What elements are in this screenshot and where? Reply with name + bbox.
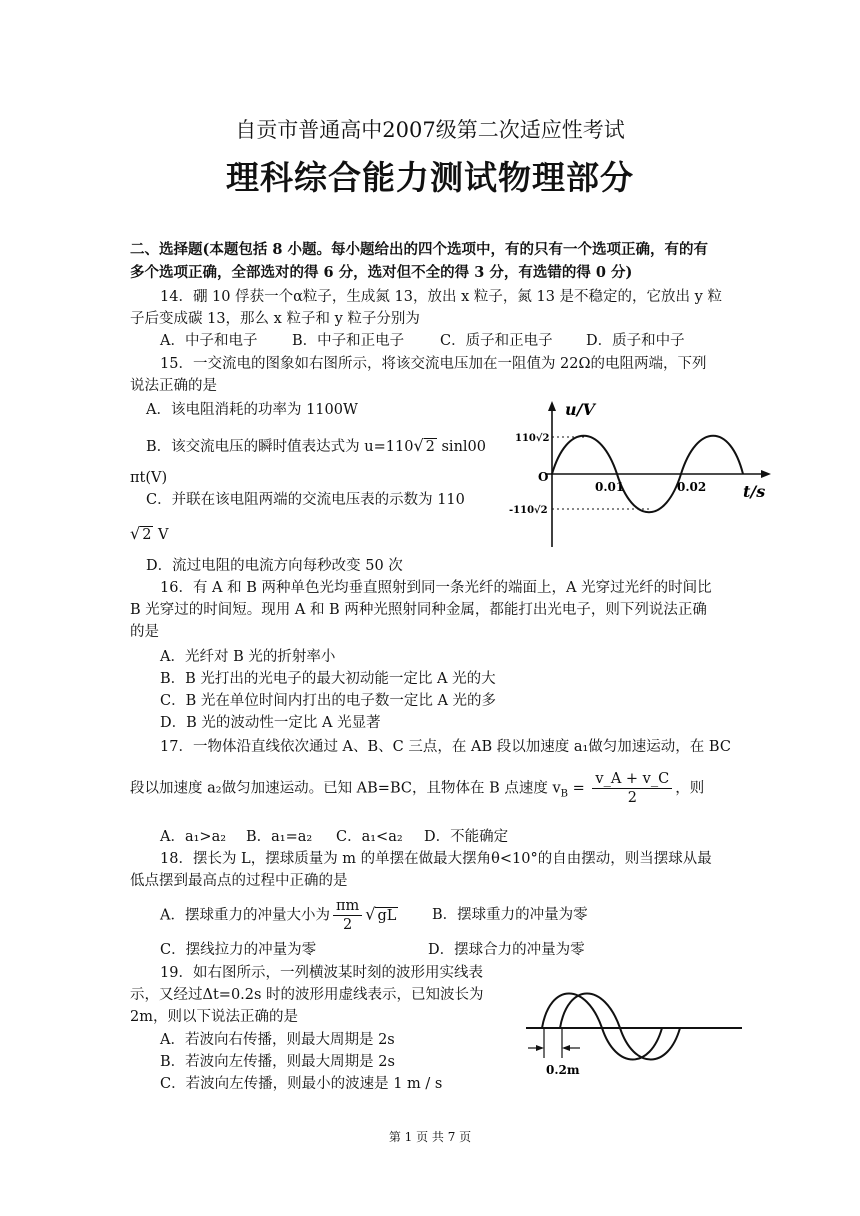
q14-option-d: D．质子和中子 [586,333,685,349]
impulse-fraction: $\frac{\pi m}{2}$ [333,897,362,934]
q19-line3: 2m，则以下说法正确的是 [130,1009,298,1025]
q14-option-a: A．中子和电子 [160,333,258,349]
q17-line1: 17．一物体沿直线依次通过 A、B、C 三点，在 AB 段以加速度 a₁做匀加速运动，在 BC [160,739,731,755]
exam-title: 自贡市普通高中2007级第二次适应性考试 [235,118,625,142]
q15-option-a: A．该电阻消耗的功率为 1100W [146,402,358,418]
q19-line1: 19．如右图所示，一列横波某时刻的波形用实线表 [160,965,483,981]
q16-option-d: D．B 光的波动性一定比 A 光显著 [160,715,381,731]
vb-fraction: $\frac{v\_A + v\_C}{2}$ [592,770,672,807]
graph-y-label: u/V [565,400,595,419]
q16-line3: 的是 [130,624,159,640]
q16-line2: B 光穿过的时间短。现用 A 和 B 两种光照射同种金属，都能打出光电子，则下列说法正确 [130,602,707,618]
q17-option-d: D．不能确定 [424,829,509,845]
q14-option-b: B．中子和正电子 [292,333,405,349]
q17-option-a: A．a₁>a₂ [160,829,227,845]
q19-wave-graph [520,990,750,1080]
q16-line1: 16．有 A 和 B 两种单色光均垂直照射到同一条光纤的端面上，A 光穿过光纤的时间比 [160,580,712,596]
q19-option-b: B．若波向左传播，则最大周期是 2s [160,1054,395,1070]
q15-sine-graph [505,395,785,550]
q15-option-d: D．流过电阻的电流方向每秒改变 50 次 [146,558,403,574]
q17-option-c: C．a₁<a₂ [336,829,403,845]
q15-option-b-cont: πt(V) [130,470,168,486]
q19-line2: 示，又经过Δt=0.2s 时的波形用虚线表示，已知波长为 [130,987,484,1003]
graph-origin: O [538,470,549,484]
q15-option-b: B．该交流电压的瞬时值表达式为 u=110√ 2 sinl00 [146,436,486,455]
graph-ytick-neg: -110√2 [509,505,548,516]
q15-line2: 说法正确的是 [130,378,217,394]
q19-option-c: C．若波向左传播，则最小的波速是 1 m / s [160,1076,443,1092]
q16-option-c: C．B 光在单位时间内打出的电子数一定比 A 光的多 [160,693,497,709]
q18-option-a: A．摆球重力的冲量大小为 $\frac{\pi m}{2}$ √ gL [160,898,397,933]
section-heading-line1: 二、选择题(本题包括 8 小题。每小题给出的四个选项中，有的只有一个选项正确，有的有 [130,241,709,258]
q17-line2: 段以加速度 a₂做匀加速运动。已知 AB=BC，且物体在 B 点速度 $v_B$ = $\frac{v\_A + v\_C}{2}$ ，则 [130,771,705,806]
q16-option-a: A．光纤对 B 光的折射率小 [160,649,336,665]
wave-label: 0.2m [546,1063,580,1077]
q18-line2: 低点摆到最高点的过程中正确的是 [130,873,348,889]
section-heading-line2: 多个选项正确，全部选对的得 6 分，选对但不全的得 3 分，有选错的得 0 分) [130,264,633,281]
q15-option-c: C．并联在该电阻两端的交流电压表的示数为 110 [146,492,465,508]
q18-option-b: B．摆球重力的冲量为零 [432,907,588,923]
q19-option-a: A．若波向右传播，则最大周期是 2s [160,1032,395,1048]
q18-line1: 18．摆长为 L，摆球质量为 m 的单摆在做最大摆角θ<10°的自由摆动，则当摆球从最 [160,851,712,867]
q15-line1: 15．一交流电的图象如右图所示，将该交流电压加在一阻值为 22Ω的电阻两端，下列 [160,356,707,372]
q14-line1: 14．硼 10 俘获一个α粒子，生成氮 13，放出 x 粒子，氮 13 是不稳定的，它放出 y 粒 [160,289,722,305]
page-footer: 第 1 页 共 7 页 [388,1130,472,1144]
q18-option-d: D．摆球合力的冲量为零 [428,942,585,958]
q18-option-c: C．摆线拉力的冲量为零 [160,942,317,958]
q14-line2: 子后变成碳 13，那么 x 粒子和 y 粒子分别为 [130,311,420,327]
q16-option-b: B．B 光打出的光电子的最大初动能一定比 A 光的大 [160,671,496,687]
graph-xtick-001: 0.01 [595,480,625,494]
graph-ytick-pos: 110√2 [515,433,550,444]
graph-xtick-002: 0.02 [677,480,707,494]
graph-x-label: t/s [743,482,766,501]
sqrt-2: 2 [425,439,435,455]
subject-title: 理科综合能力测试物理部分 [226,158,634,197]
q17-option-b: B．a₁=a₂ [246,829,313,845]
q14-option-c: C．质子和正电子 [440,333,553,349]
q15-option-c-cont: √ 2 V [130,524,169,543]
